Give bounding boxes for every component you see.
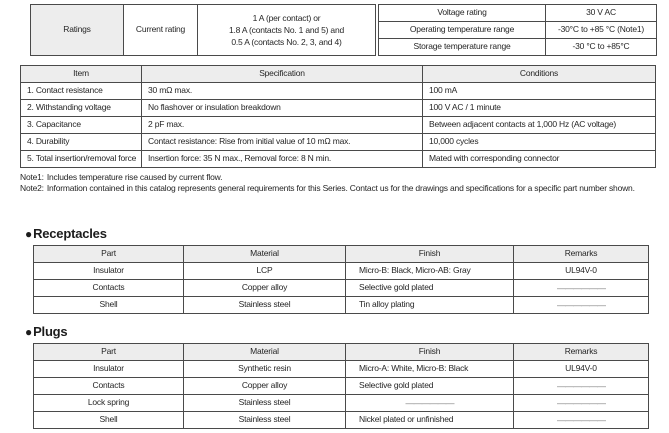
plugs-heading	[25, 324, 67, 339]
spec-value: 30 mΩ max.	[142, 83, 423, 100]
table-row	[21, 151, 656, 168]
spec-item: 2. Withstanding voltage	[21, 100, 142, 117]
table-row	[21, 100, 656, 117]
plugs-table	[33, 343, 649, 429]
table-row	[34, 412, 649, 429]
table-row	[379, 22, 657, 39]
storage-temp-value: -30 °C to +85°C	[546, 39, 657, 56]
part-cell: Contacts	[34, 378, 184, 395]
material-cell: Copper alloy	[184, 378, 346, 395]
item-header: Item	[21, 66, 142, 83]
table-row	[21, 83, 656, 100]
finish-cell: Nickel plated or unfinished	[346, 412, 514, 429]
current-rating-line-3: 0.5 A (contacts No. 2, 3, and 4)	[231, 37, 342, 48]
spec-condition: 100 V AC / 1 minute	[423, 100, 656, 117]
material-header: Material	[184, 344, 346, 361]
part-cell: Insulator	[34, 263, 184, 280]
material-cell: LCP	[184, 263, 346, 280]
table-row	[34, 297, 649, 314]
spec-value: Contact resistance: Rise from initial value of 10 mΩ max.	[142, 134, 423, 151]
note-2-text: Information contained in this catalog represents general requirements for this Series. Contact us for the drawings and specifications for a specific part number shown.	[46, 182, 635, 193]
receptacles-table	[33, 245, 649, 314]
remarks-dash: ——————	[514, 378, 649, 395]
material-cell: Synthetic resin	[184, 361, 346, 378]
finish-dash: ——————	[346, 395, 514, 412]
current-rating-line-1: 1 A (per contact) or	[252, 12, 321, 23]
material-cell: Stainless steel	[184, 297, 346, 314]
spec-item: 1. Contact resistance	[21, 83, 142, 100]
material-cell: Stainless steel	[184, 395, 346, 412]
finish-header: Finish	[346, 246, 514, 263]
part-cell: Shell	[34, 412, 184, 429]
finish-cell: Micro-A: White, Micro-B: Black	[346, 361, 514, 378]
remarks-cell: UL94V-0	[514, 263, 649, 280]
ratings-table	[30, 4, 376, 56]
table-header-row	[21, 66, 656, 83]
material-cell: Copper alloy	[184, 280, 346, 297]
part-cell: Shell	[34, 297, 184, 314]
part-cell: Contacts	[34, 280, 184, 297]
table-row	[31, 5, 376, 56]
remarks-dash: ——————	[514, 297, 649, 314]
table-row	[34, 361, 649, 378]
ratings-label-cell: Ratings	[31, 5, 124, 56]
spec-item: 5. Total insertion/removal force	[21, 151, 142, 168]
operating-temp-label: Operating temperature range	[379, 22, 546, 39]
bullet-icon: ●	[25, 325, 33, 339]
receptacles-heading	[25, 226, 107, 241]
spec-item: 3. Capacitance	[21, 117, 142, 134]
finish-cell: Tin alloy plating	[346, 297, 514, 314]
table-row	[34, 263, 649, 280]
table-row	[21, 134, 656, 151]
receptacles-heading-label: Receptacles	[33, 226, 107, 241]
table-row	[34, 378, 649, 395]
finish-cell: Selective gold plated	[346, 378, 514, 395]
conditions-header: Conditions	[423, 66, 656, 83]
plugs-heading-label: Plugs	[33, 324, 68, 339]
current-rating-line-2: 1.8 A (contacts No. 1 and 5) and	[228, 24, 345, 35]
voltage-rating-label: Voltage rating	[379, 5, 546, 22]
finish-cell: Micro-B: Black, Micro-AB: Gray	[346, 263, 514, 280]
spec-condition: Between adjacent contacts at 1,000 Hz (AC voltage)	[423, 117, 656, 134]
finish-cell: Selective gold plated	[346, 280, 514, 297]
material-header: Material	[184, 246, 346, 263]
note-2	[20, 183, 642, 194]
environment-table	[378, 4, 657, 56]
current-rating-label-cell: Current rating	[124, 5, 198, 56]
table-header-row	[34, 246, 649, 263]
table-header-row	[34, 344, 649, 361]
specification-header: Specification	[142, 66, 423, 83]
part-header: Part	[34, 246, 184, 263]
remarks-dash: ——————	[514, 395, 649, 412]
remarks-dash: ——————	[514, 280, 649, 297]
spec-value: Insertion force: 35 N max., Removal force: 8 N min.	[142, 151, 423, 168]
operating-temp-value: -30°C to +85 °C (Note1)	[546, 22, 657, 39]
table-row	[34, 280, 649, 297]
part-cell: Lock spring	[34, 395, 184, 412]
note-1	[20, 172, 642, 183]
spec-condition: Mated with corresponding connector	[423, 151, 656, 168]
spec-value: 2 pF max.	[142, 117, 423, 134]
bullet-icon: ●	[25, 227, 33, 241]
finish-header: Finish	[346, 344, 514, 361]
part-header: Part	[34, 344, 184, 361]
voltage-rating-value: 30 V AC	[546, 5, 657, 22]
material-cell: Stainless steel	[184, 412, 346, 429]
notes-block	[20, 172, 642, 193]
spec-item: 4. Durability	[21, 134, 142, 151]
table-row	[34, 395, 649, 412]
table-row	[21, 117, 656, 134]
table-row	[379, 5, 657, 22]
note-2-label: Note2:	[20, 182, 44, 193]
remarks-cell: UL94V-0	[514, 361, 649, 378]
spec-value: No flashover or insulation breakdown	[142, 100, 423, 117]
part-cell: Insulator	[34, 361, 184, 378]
note-1-label: Note1:	[20, 172, 44, 182]
table-row	[379, 39, 657, 56]
note-1-text: Includes temperature rise caused by current flow.	[46, 172, 223, 182]
remarks-dash: ——————	[514, 412, 649, 429]
specification-table	[20, 65, 656, 168]
storage-temp-label: Storage temperature range	[379, 39, 546, 56]
spec-condition: 10,000 cycles	[423, 134, 656, 151]
current-rating-value-cell	[198, 5, 376, 56]
spec-condition: 100 mA	[423, 83, 656, 100]
remarks-header: Remarks	[514, 246, 649, 263]
remarks-header: Remarks	[514, 344, 649, 361]
